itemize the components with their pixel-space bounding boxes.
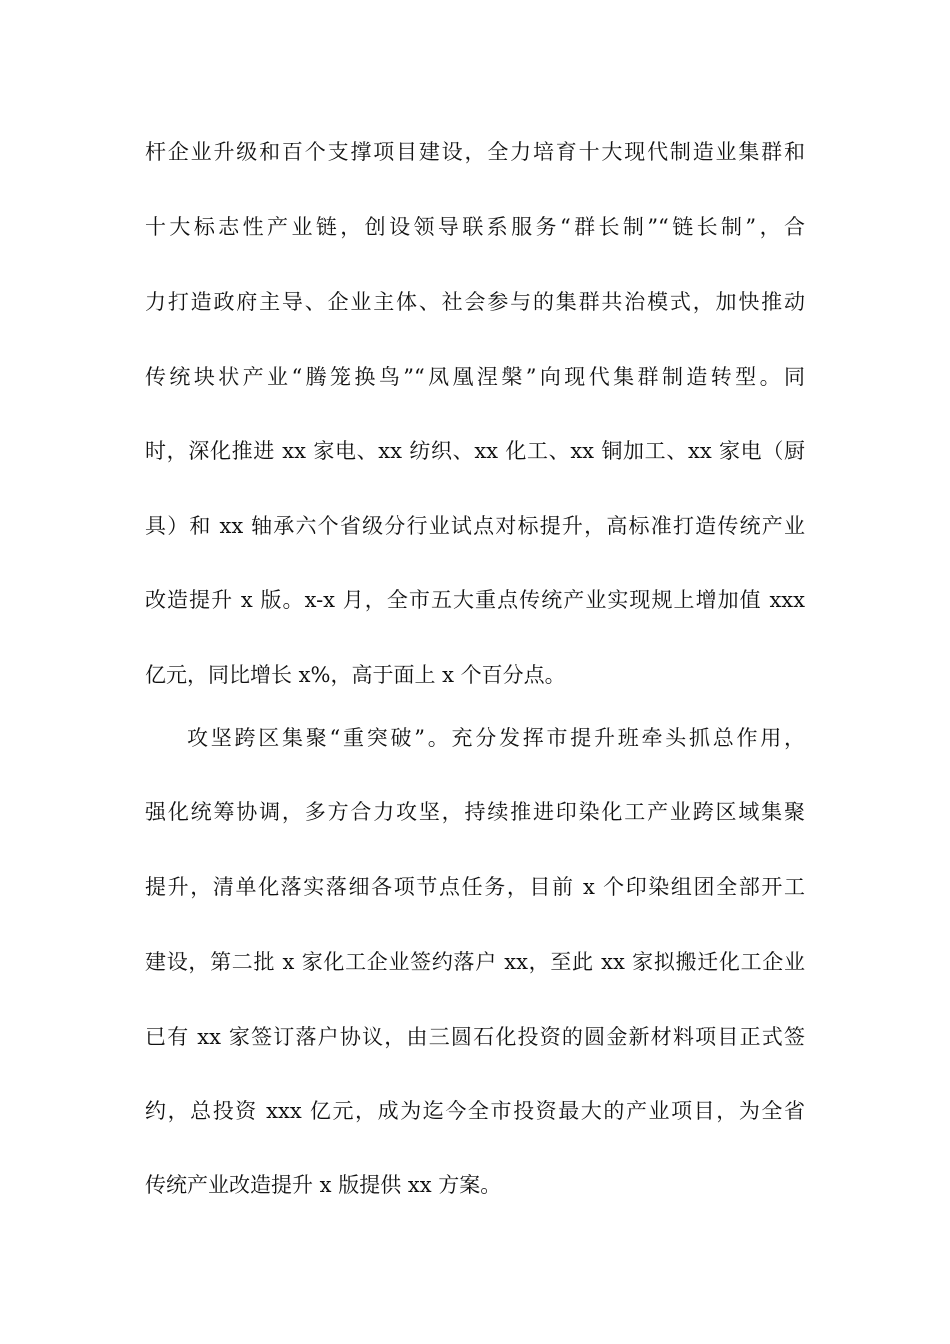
text-line: 具）和 xx 轴承六个省级分行业试点对标提升，高标准打造传统产业	[145, 514, 805, 538]
text-line: 建设，第二批 x 家化工企业签约落户 xx，至此 xx 家拟搬迁化工企业	[145, 950, 805, 974]
text-line: 约，总投资 xxx 亿元，成为迄今全市投资最大的产业项目，为全省	[145, 1099, 805, 1123]
text-line: 提升，清单化落实落细各项节点任务，目前 x 个印染组团全部开工	[145, 875, 805, 899]
text-line: 已有 xx 家签订落户协议，由三圆石化投资的圆金新材料项目正式签	[145, 1025, 805, 1049]
text-line: 亿元，同比增长 x%，高于面上 x 个百分点。	[145, 663, 566, 687]
text-line: 攻坚跨区集聚“重突破”。充分发挥市提升班牵头抓总作用，	[187, 726, 805, 750]
text-line: 传统块状产业“腾笼换鸟”“凤凰涅槃”向现代集群制造转型。同	[145, 365, 805, 389]
text-line: 改造提升 x 版。x-x 月，全市五大重点传统产业实现规上增加值 xxx	[145, 588, 805, 612]
text-line: 杆企业升级和百个支撑项目建设，全力培育十大现代制造业集群和	[145, 140, 805, 164]
text-line: 力打造政府主导、企业主体、社会参与的集群共治模式，加快推动	[145, 290, 805, 314]
text-line: 传统产业改造提升 x 版提供 xx 方案。	[145, 1173, 502, 1197]
text-line: 强化统筹协调，多方合力攻坚，持续推进印染化工产业跨区域集聚	[145, 800, 805, 824]
text-line: 时，深化推进 xx 家电、xx 纺织、xx 化工、xx 铜加工、xx 家电（厨	[145, 439, 805, 463]
text-line: 十大标志性产业链，创设领导联系服务“群长制”“链长制”，合	[145, 215, 805, 239]
